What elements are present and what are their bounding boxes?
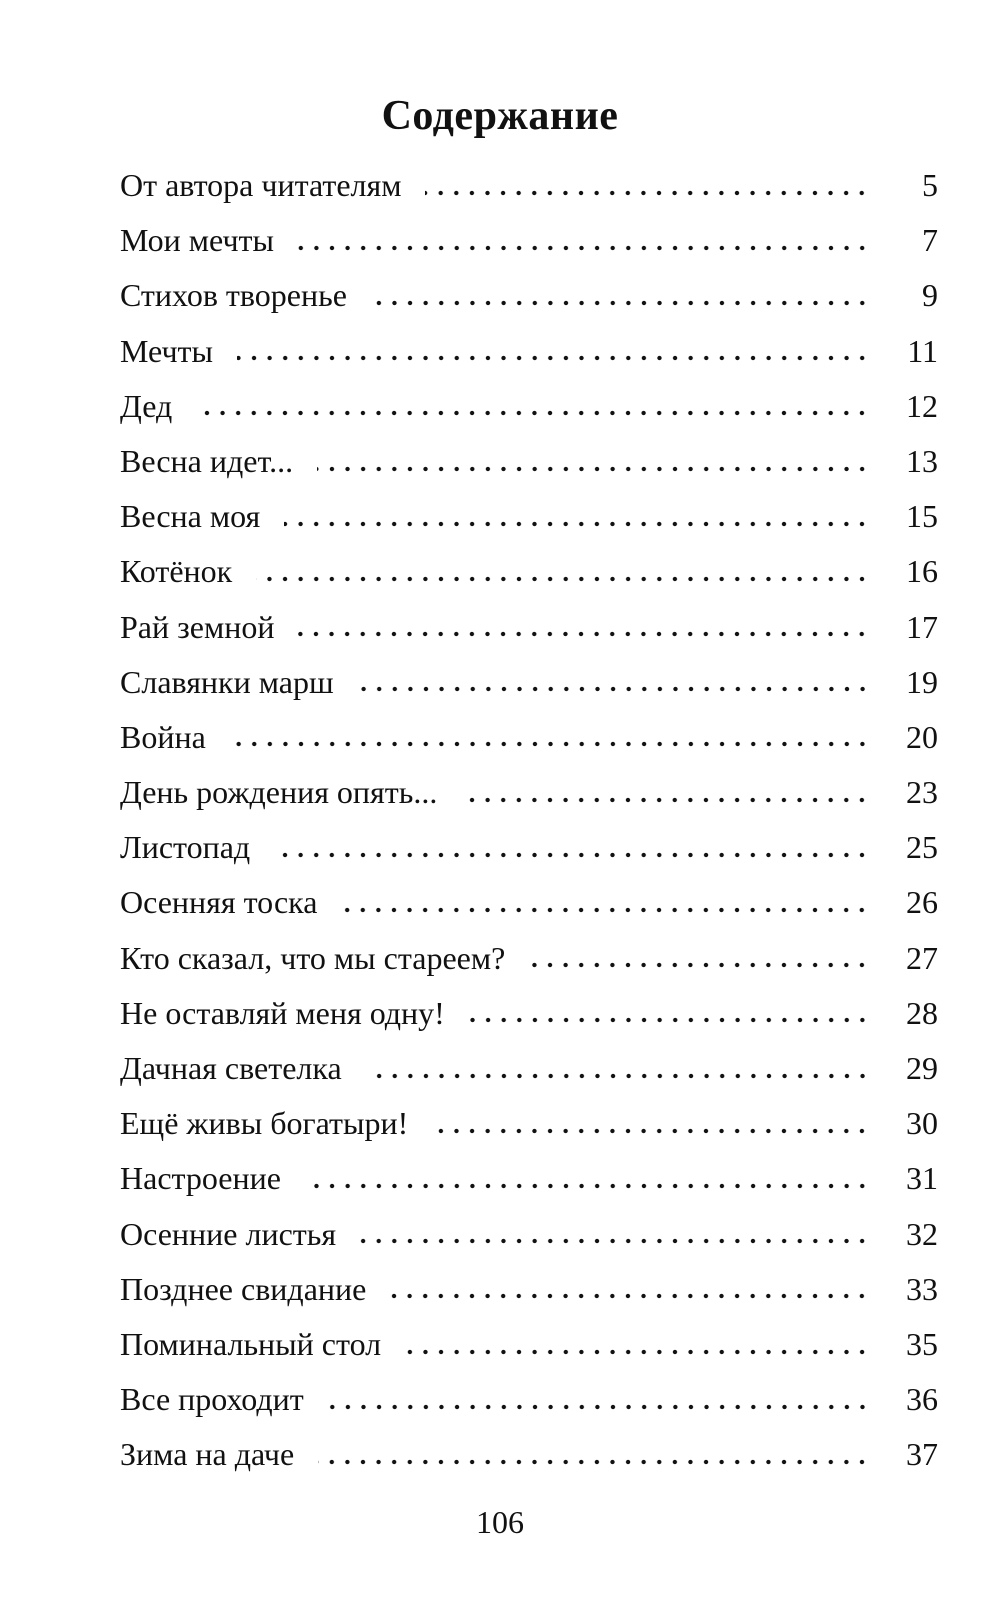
toc-entry: [120, 434, 938, 489]
dot-leader: [390, 1292, 870, 1300]
toc-entry: [120, 1427, 938, 1482]
toc-entry-page: 35: [906, 1325, 938, 1362]
dot-leader: [461, 796, 870, 804]
toc-entry-title: Война: [120, 718, 206, 755]
table-of-contents: [120, 158, 938, 1483]
toc-entry-page: 26: [906, 884, 938, 921]
toc-entry: [120, 931, 938, 986]
toc-entry-page: 31: [906, 1160, 938, 1197]
toc-entry-title: Листопад: [120, 829, 251, 866]
toc-entry-title: Ещё живы богатыри!: [120, 1105, 409, 1142]
page-number: 106: [476, 1504, 524, 1540]
toc-entry-title: Поминальный стол: [120, 1325, 382, 1362]
toc-entry-title: Настроение: [120, 1160, 281, 1197]
toc-entry: [120, 875, 938, 930]
dot-leader: [318, 1458, 870, 1466]
dot-leader: [469, 1016, 870, 1024]
dot-leader: [341, 906, 870, 914]
toc-entry-title: Стихов творенье: [120, 277, 347, 314]
toc-entry: [120, 1041, 938, 1096]
toc-entry-title: Все проходит: [120, 1381, 304, 1418]
toc-entry-page: 5: [922, 167, 938, 203]
toc-entry: [120, 765, 938, 820]
dot-leader: [360, 1237, 870, 1245]
toc-entry-page: 33: [906, 1270, 938, 1307]
dot-leader: [305, 1182, 870, 1190]
toc-entry-page: 37: [906, 1436, 938, 1473]
toc-entry: [120, 1207, 938, 1262]
toc-entry-title: Кто сказал, что мы стареем?: [120, 939, 506, 976]
toc-entry-page: 27: [906, 939, 938, 976]
toc-entry-page: 32: [906, 1215, 938, 1252]
toc-entry: [120, 489, 938, 544]
dot-leader: [196, 409, 870, 417]
dot-leader: [366, 1072, 870, 1080]
toc-entry-title: Весна идет...: [120, 442, 294, 479]
toc-entry: [120, 1372, 938, 1427]
toc-entry-page: 15: [906, 498, 938, 535]
toc-entry-title: Зима на даче: [120, 1436, 295, 1473]
toc-entry-title: От автора читателям: [120, 167, 402, 203]
toc-entry-title: Осенняя тоска: [120, 884, 318, 921]
toc-entry-page: 9: [922, 277, 938, 314]
toc-entry: [120, 600, 938, 655]
toc-entry: [120, 268, 938, 323]
toc-entry-page: 12: [906, 387, 938, 424]
toc-entry-page: 36: [906, 1381, 938, 1418]
dot-leader: [358, 685, 870, 693]
toc-entry: [120, 158, 938, 213]
toc-entry-page: 20: [906, 718, 938, 755]
dot-leader: [432, 1127, 870, 1135]
dot-leader: [529, 961, 870, 969]
toc-entry-page: 28: [906, 994, 938, 1031]
dot-leader: [237, 354, 870, 362]
toc-entry-title: Рай земной: [120, 608, 275, 645]
toc-entry-title: Котёнок: [120, 553, 233, 590]
dot-leader: [328, 1403, 870, 1411]
toc-entry: [120, 986, 938, 1041]
dot-leader: [230, 740, 870, 748]
toc-entry-page: 17: [906, 608, 938, 645]
dot-leader: [405, 1348, 870, 1356]
toc-entry-title: Дачная светелка: [120, 1050, 342, 1086]
dot-leader: [298, 244, 870, 252]
toc-entry-page: 11: [907, 332, 938, 369]
toc-entry-title: Весна моя: [120, 498, 261, 535]
dot-leader: [298, 630, 870, 638]
dot-leader: [284, 520, 870, 528]
toc-entry-page: 30: [906, 1105, 938, 1142]
toc-entry-title: Осенние листья: [120, 1215, 337, 1252]
dot-leader: [274, 851, 870, 859]
toc-entry-page: 29: [906, 1050, 938, 1086]
dot-leader: [256, 575, 870, 583]
toc-entry-title: Дед: [120, 387, 173, 424]
toc-entry: [120, 213, 938, 268]
toc-entry: [120, 1096, 938, 1151]
toc-entry-title: Позднее свидание: [120, 1270, 367, 1307]
toc-entry: [120, 1151, 938, 1206]
toc-entry: [120, 1317, 938, 1372]
toc-entry: [120, 544, 938, 599]
toc-entry-page: 25: [906, 829, 938, 866]
toc-entry: [120, 379, 938, 434]
toc-entry: [120, 710, 938, 765]
toc-entry-page: 16: [906, 553, 938, 590]
dot-leader: [317, 465, 870, 473]
toc-entry-page: 13: [906, 442, 938, 479]
toc-entry-title: Славянки марш: [120, 663, 334, 700]
toc-entry: [120, 324, 938, 379]
toc-entry-title: Мечты: [120, 332, 214, 369]
toc-entry: [120, 655, 938, 710]
dot-leader: [371, 299, 870, 307]
toc-entry-page: 23: [906, 774, 938, 811]
toc-entry: [120, 1262, 938, 1317]
dot-leader: [425, 189, 870, 197]
toc-entry: [120, 820, 938, 875]
toc-entry-title: Не оставляй меня одну!: [120, 994, 445, 1031]
toc-entry-title: Мои мечты: [120, 222, 275, 259]
toc-entry-title: День рождения опять...: [120, 774, 438, 811]
toc-entry-page: 7: [922, 222, 938, 259]
toc-entry-page: 19: [906, 663, 938, 700]
page-title: Содержание: [381, 93, 619, 140]
